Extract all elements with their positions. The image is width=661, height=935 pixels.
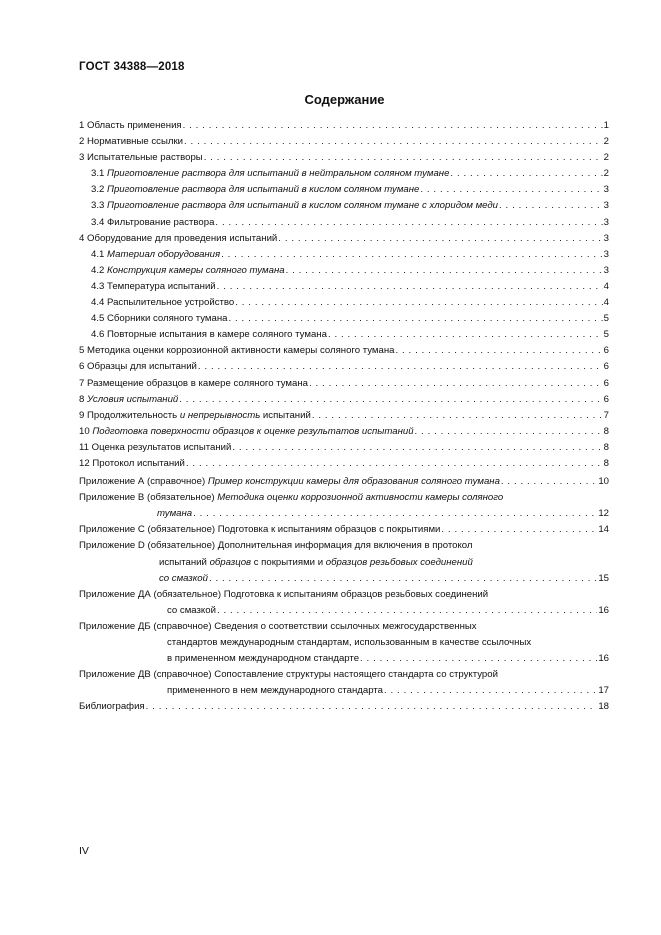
- toc-entry[interactable]: 4.3 Температура испытаний . . . 4: [79, 279, 609, 295]
- toc-entry[interactable]: 4 Оборудование для проведения испытаний . . . 3: [79, 231, 609, 247]
- toc-entry[interactable]: 4.6 Повторные испытания в камере соляного тумана . . . 5: [79, 327, 609, 343]
- toc-entry[interactable]: 10 Подготовка поверхности образцов к оценке результатов испытаний . . . 8: [79, 424, 609, 440]
- toc-entry[interactable]: 3.4 Фильтрование раствора . . . 3: [79, 215, 609, 231]
- toc-entry[interactable]: 1 Область применения . . . 1: [79, 118, 609, 134]
- toc-entry[interactable]: 3.2 Приготовление раствора для испытаний в кислом соляном тумане . . . 3: [79, 182, 609, 198]
- toc-entry[interactable]: 12 Протокол испытаний . . . 8: [79, 456, 609, 472]
- toc-appendix-db[interactable]: Приложение ДБ (справочное) Сведения о соответствии ссылочных межгосударственных стандартов международным стандартам, использованным в качестве ссылочных в примененном международном стандарте . . . 16: [79, 619, 609, 667]
- document-header: ГОСТ 34388—2018: [79, 61, 185, 73]
- toc-entry[interactable]: 8 Условия испытаний . . . 6: [79, 392, 609, 408]
- toc-entry[interactable]: 9 Продолжительность и непрерывность испытаний . . . 7: [79, 408, 609, 424]
- toc-entry[interactable]: 3 Испытательные растворы . . . 2: [79, 150, 609, 166]
- toc-appendix-da[interactable]: Приложение ДА (обязательное) Подготовка к испытаниям образцов резьбовых соединений со смазкой . . . 16: [79, 587, 609, 619]
- toc-entry[interactable]: 2 Нормативные ссылки . . . 2: [79, 134, 609, 150]
- toc-appendix-d[interactable]: Приложение D (обязательное) Дополнительная информация для включения в протокол испытаний образцов с покрытиями и образцов резьбовых соединений со смазкой . . . 15: [79, 538, 609, 586]
- toc-entry[interactable]: 6 Образцы для испытаний . . . 6: [79, 359, 609, 375]
- toc-appendix-a[interactable]: Приложение А (справочное) Пример конструкции камеры для образования соляного тумана . . . 10: [79, 474, 609, 490]
- toc-entry[interactable]: 4.4 Распылительное устройство . . . 4: [79, 295, 609, 311]
- toc-appendix-b[interactable]: Приложение В (обязательное) Методика оценки коррозионной активности камеры соляного тумана . . . 12: [79, 490, 609, 522]
- toc-appendix-c[interactable]: Приложение С (обязательное) Подготовка к испытаниям образцов с покрытиями . . . 14: [79, 522, 609, 538]
- toc-entry[interactable]: 4.5 Сборники соляного тумана . . . 5: [79, 311, 609, 327]
- toc-entry[interactable]: 7 Размещение образцов в камере соляного тумана . . . 6: [79, 376, 609, 392]
- toc-entry[interactable]: 4.2 Конструкция камеры соляного тумана . . . 3: [79, 263, 609, 279]
- page-title: Содержание: [304, 92, 385, 107]
- toc-entry[interactable]: 5 Методика оценки коррозионной активности камеры соляного тумана . . . 6: [79, 343, 609, 359]
- toc-entry[interactable]: 3.1 Приготовление раствора для испытаний в нейтральном соляном тумане . . . 2: [79, 166, 609, 182]
- toc-bibliography[interactable]: Библиография . . . 18: [79, 699, 609, 715]
- table-of-contents: [79, 118, 609, 715]
- toc-entry[interactable]: 4.1 Материал оборудования . . . 3: [79, 247, 609, 263]
- toc-entry[interactable]: 11 Оценка результатов испытаний . . . 8: [79, 440, 609, 456]
- toc-entry[interactable]: 3.3 Приготовление раствора для испытаний в кислом соляном тумане с хлоридом меди . . . 3: [79, 198, 609, 214]
- toc-appendix-dv[interactable]: Приложение ДВ (справочное) Сопоставление структуры настоящего стандарта со структурой примененного в нем международного стандарта . . . 17: [79, 667, 609, 699]
- page-number: IV: [79, 845, 89, 857]
